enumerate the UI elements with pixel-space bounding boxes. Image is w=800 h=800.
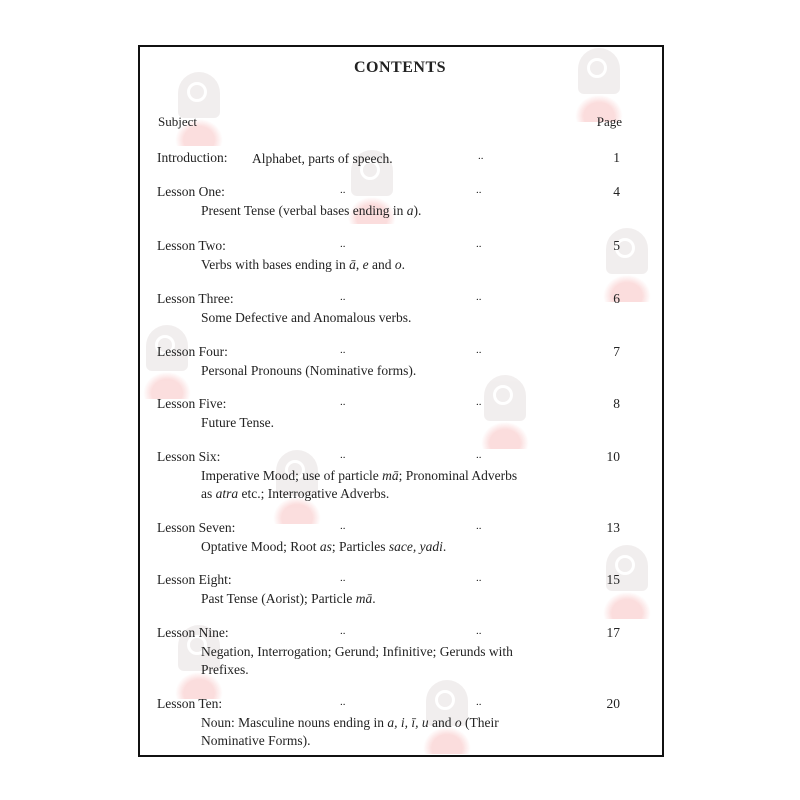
- entry-description: [201, 643, 513, 661]
- text-segment: as: [201, 486, 216, 501]
- entry-description: [201, 309, 411, 327]
- text-segment: ; Particles: [331, 539, 389, 554]
- entry-label: Lesson Six:: [157, 449, 221, 464]
- leader-dots: ..: [476, 449, 482, 461]
- leader-dots: ..: [340, 625, 346, 637]
- leader-dots: ..: [340, 291, 346, 303]
- page-number: 4: [613, 184, 620, 199]
- page-number: 8: [613, 396, 620, 411]
- text-segment: and: [368, 257, 395, 272]
- entry-description: [201, 202, 421, 220]
- text-segment: a: [406, 203, 414, 218]
- leader-dots: ..: [476, 238, 482, 250]
- entry-description: [201, 590, 376, 608]
- entry-description: [201, 714, 499, 732]
- text-segment: (Their: [461, 715, 499, 730]
- page-number: 5: [613, 238, 620, 253]
- page-number: 7: [613, 344, 620, 359]
- text-segment: Present Tense (verbal bases ending in: [201, 203, 407, 218]
- entry-label: Introduction:: [157, 150, 228, 165]
- entry-label: Lesson Seven:: [157, 520, 236, 535]
- text-segment: as: [319, 539, 332, 554]
- leader-dots: ..: [476, 344, 482, 356]
- watermark-logo-icon: [478, 375, 532, 455]
- leader-dots: ..: [476, 572, 482, 584]
- text-segment: Nominative Forms).: [201, 733, 311, 748]
- leader-dots: ..: [340, 449, 346, 461]
- page-number: 10: [606, 449, 620, 464]
- text-segment: ; Pronominal Adverbs: [398, 468, 518, 483]
- entry-description: [201, 661, 249, 679]
- text-segment: Negation, Interrogation; Gerund; Infinitive; Gerunds with: [201, 644, 513, 659]
- leader-dots: ..: [340, 344, 346, 356]
- entry-label: Lesson Eight:: [157, 572, 232, 587]
- leader-dots: ..: [476, 520, 482, 532]
- entry-description: [201, 256, 405, 274]
- entry-description: [201, 362, 416, 380]
- text-segment: Noun: Masculine nouns ending in: [201, 715, 388, 730]
- page-number: 20: [606, 696, 620, 711]
- text-segment: etc.; Interrogative Adverbs.: [238, 486, 390, 501]
- entry-description: [201, 538, 446, 556]
- text-segment: sace, yadi: [388, 539, 443, 554]
- text-segment: a, i, ī, u: [387, 715, 429, 730]
- text-segment: Verbs with bases ending in: [201, 257, 350, 272]
- watermark-logo-icon: [600, 228, 654, 308]
- leader-dots: ..: [476, 625, 482, 637]
- text-segment: and: [428, 715, 455, 730]
- entry-description: [252, 150, 393, 168]
- leader-dots: ..: [476, 291, 482, 303]
- text-segment: Imperative Mood; use of particle: [201, 468, 383, 483]
- text-segment: Future Tense.: [201, 415, 275, 430]
- entry-label: Lesson Three:: [157, 291, 234, 306]
- entry-label: Lesson Ten:: [157, 696, 223, 711]
- text-segment: atra: [215, 486, 239, 501]
- page-number: 13: [606, 520, 620, 535]
- text-segment: ,: [355, 257, 363, 272]
- leader-dots: ..: [340, 520, 346, 532]
- subject-header: Subject: [158, 114, 197, 129]
- page-number: 6: [613, 291, 620, 306]
- entry-label: Lesson Five:: [157, 396, 227, 411]
- watermark-logo-icon: [172, 72, 226, 152]
- leader-dots: ..: [478, 150, 484, 162]
- text-segment: o: [394, 257, 402, 272]
- text-segment: .: [372, 591, 376, 606]
- watermark-logo-icon: [140, 325, 194, 405]
- leader-dots: ..: [476, 184, 482, 196]
- leader-dots: ..: [476, 696, 482, 708]
- text-segment: Some Defective and Anomalous verbs.: [201, 310, 412, 325]
- leader-dots: ..: [340, 572, 346, 584]
- leader-dots: ..: [340, 396, 346, 408]
- text-segment: ).: [413, 203, 422, 218]
- entry-description: [201, 485, 389, 503]
- leader-dots: ..: [340, 238, 346, 250]
- text-segment: .: [442, 539, 447, 554]
- page-number: 17: [606, 625, 620, 640]
- page-number: 15: [606, 572, 620, 587]
- entry-label: Lesson Nine:: [157, 625, 229, 640]
- text-segment: Alphabet, parts of speech.: [252, 151, 393, 166]
- entry-label: Lesson Four:: [157, 344, 228, 359]
- text-segment: Prefixes.: [201, 662, 249, 677]
- leader-dots: ..: [340, 696, 346, 708]
- page-header: Page: [596, 114, 622, 129]
- entry-label: Lesson One:: [157, 184, 225, 199]
- page-number: 1: [613, 150, 620, 165]
- entry-description: [201, 414, 274, 432]
- text-segment: Personal Pronouns (Nominative forms).: [201, 363, 417, 378]
- leader-dots: ..: [340, 184, 346, 196]
- text-segment: o: [454, 715, 462, 730]
- entry-description: [201, 732, 311, 750]
- leader-dots: ..: [476, 396, 482, 408]
- text-segment: .: [401, 257, 405, 272]
- text-segment: Optative Mood; Root: [201, 539, 320, 554]
- entry-label: Lesson Two:: [157, 238, 226, 253]
- text-segment: Past Tense (Aorist); Particle: [201, 591, 356, 606]
- page-title: CONTENTS: [353, 59, 447, 76]
- text-segment: e: [362, 257, 369, 272]
- entry-description: [201, 467, 517, 485]
- text-segment: mā: [355, 591, 373, 606]
- text-segment: ā: [349, 257, 356, 272]
- text-segment: mā: [382, 468, 399, 483]
